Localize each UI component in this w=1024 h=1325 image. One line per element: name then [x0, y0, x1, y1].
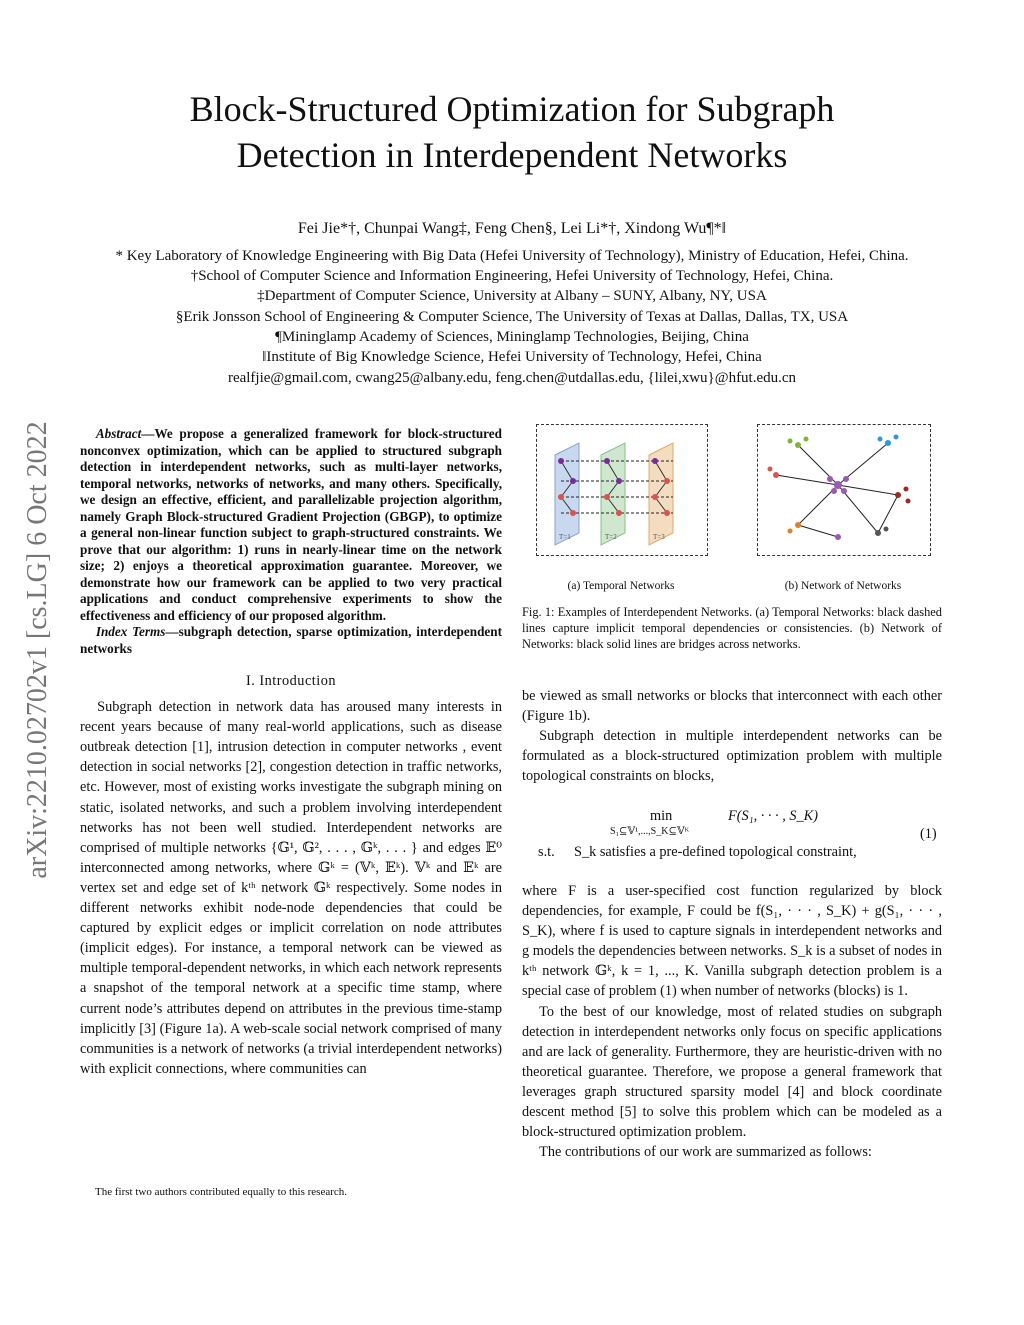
abstract-text: —We propose a generalized framework for block-structured nonconvex optimization, which can be applied to structured subgraph detection in interdependent networks, such as multi-layer networks, temporal networks, networks of networks, and many others. Specifically, we design an effective, efficient, and parallelizable projection algorithm, namely Graph Block-structured Gradient Projection (GBGP), to optimize a general non-linear function subject to graph-structured constraints. We prove that our algorithm: 1) runs in nearly-linear time on the network size; 2) enjoys a theoretical approximation guarantee. Moreover, we demonstrate how our framework can be applied to two very practical applications and conduct comprehensive experiments to show the effectiveness and efficiency of our proposed algorithm.	[80, 426, 502, 623]
eq-objective: F(S₁, · · · , S_K)	[728, 808, 818, 824]
layer-label-2: T=2	[605, 533, 617, 541]
title-line-2: Detection in Interdependent Networks	[236, 135, 788, 175]
arxiv-sidebar	[18, 370, 58, 930]
figure-1a	[536, 424, 708, 556]
right-paragraph-3: where F is a user-specified cost function regularized by block dependencies, for example, F could be f(S₁, · · · , S_K) + g(S₁, · · · , S_K), where f is used to capture signals in interdependent networks and g models the dependencies between networks. S_k is a subset of nodes in kᵗʰ network 𝔾ᵏ, k = 1, ..., K. Vanilla subgraph detection problem is a special case of problem (1) when number of networks (blocks) is 1.	[522, 883, 942, 1000]
equation-number: (1)	[920, 826, 937, 842]
intro-paragraph: Subgraph detection in network data has aroused many interests in recent years because of many real-world applications, such as disease outbreak detection [1], intrusion detection in computer networks , event detection in social networks [2], congestion detection in traffic networks, etc. However, most of existing works investigate the subgraph mining on static, isolated networks, and such a problem involving interdependent networks has not been well studied. Interdependent networks are comprised of multiple networks {𝔾¹, 𝔾², . . . , 𝔾ᵏ, . . . } and edges 𝔼⁰ interconnected among networks, where 𝔾ᵏ = (𝕍ᵏ, 𝔼ᵏ). 𝕍ᵏ and 𝔼ᵏ are vertex set and edge set of kᵗʰ network 𝔾ᵏ respectively. Some nodes in different networks exhibit node-node dependencies that could be captured by explicit edges or implicit correlation on node attributes (implicit edges). For instance, a temporal network can be viewed as multiple temporal-dependent networks, in which each network represents a snapshot of the temporal network at a specific time stamp, where current node’s attributes depend on attributes in the previous time-stamp implicitly [3] (Figure 1a). A web-scale social network comprised of many communities is a network of networks (a trivial interdependent networks) with explicit connections, where communities can	[80, 699, 502, 1077]
abstract	[80, 426, 502, 624]
figure-1a-caption: (a) Temporal Networks	[567, 580, 675, 592]
affiliation-6: ‖Institute of Big Knowledge Science, Hefei University of Technology, Hefei, China	[262, 349, 762, 365]
section-heading: I. Introduction	[245, 673, 337, 689]
right-column-top	[522, 686, 942, 786]
eq-st: s.t.	[538, 844, 555, 860]
arxiv-id: arXiv:2210.02702v1 [cs.LG] 6 Oct 2022	[22, 421, 53, 879]
right-paragraph-1: be viewed as small networks or blocks that interconnect with each other (Figure 1b).	[522, 688, 942, 725]
layer-t1	[555, 443, 579, 545]
layer-t3	[649, 443, 673, 545]
affiliation-5: ¶Mininglamp Academy of Sciences, Mininglamp Technologies, Beijing, China	[275, 329, 749, 345]
right-column-bottom	[522, 881, 942, 1162]
temporal-network-diagram	[537, 425, 707, 555]
abstract-label: Abstract	[95, 426, 142, 441]
index-terms	[80, 624, 502, 657]
figure-1b-caption: (b) Network of Networks	[784, 580, 902, 592]
author-emails: realfjie@gmail.com, cwang25@albany.edu, feng.chen@utdallas.edu, {lilei,xwu}@hfut.edu.cn	[227, 370, 797, 386]
index-terms-text: —subgraph detection, sparse optimization, interdependent networks	[80, 624, 502, 656]
right-paragraph-2: Subgraph detection in multiple interdependent networks can be formulated as a block-structured optimization problem with multiple topological constraints on blocks,	[522, 728, 942, 785]
title-line-1: Block-Structured Optimization for Subgraph	[189, 89, 835, 129]
right-paragraph-4: To the best of our knowledge, most of related studies on subgraph detection in interdependent networks only focus on specific applications and are lack of generality. Furthermore, they are heuristic-driven with no theoretical guarantee. Therefore, we propose a general framework that leverages graph structured sparsity model [4] and block coordinate descent method [5] to solve this problem which can be modeled as a block-structured optimization problem.	[522, 1003, 942, 1141]
eq-min: min	[650, 808, 673, 824]
right-paragraph-5: The contributions of our work are summarized as follows:	[539, 1144, 872, 1161]
paper-title	[0, 86, 1024, 178]
footnote: The first two authors contributed equally to this research.	[95, 1186, 348, 1198]
layer-t2	[601, 443, 625, 545]
affiliation-1: * Key Laboratory of Knowledge Engineering with Big Data (Hefei University of Technology), Ministry of Education, Hefei, China.	[115, 248, 909, 264]
affiliation-2: †School of Computer Science and Information Engineering, Hefei University of Technology, Hefei, China.	[190, 268, 834, 284]
figure-1-caption: Fig. 1: Examples of Interdependent Networks. (a) Temporal Networks: black dashed lines capture implicit temporal dependencies or consistencies. (b) Network of Networks: black solid lines are bridges across networks.	[522, 605, 942, 651]
network-of-networks-diagram	[758, 425, 930, 555]
left-column	[80, 426, 502, 1079]
eq-constraint: S_k satisfies a pre-defined topological constraint,	[574, 844, 857, 860]
author-list: Fei Jie*†, Chunpai Wang‡, Feng Chen§, Lei Li*†, Xindong Wu¶*‖	[297, 220, 727, 237]
index-terms-label: Index Terms	[95, 624, 166, 639]
layer-label-3: T=3	[653, 533, 665, 541]
layer-label-1: T=1	[559, 533, 571, 541]
affiliation-4: §Erik Jonsson School of Engineering & Computer Science, The University of Texas at Dallas, Dallas, TX, USA	[175, 309, 849, 325]
eq-subscript: S₁⊆𝕍¹,...,S_K⊆𝕍ᴷ	[610, 826, 690, 837]
affiliation-3: ‡Department of Computer Science, University at Albany – SUNY, Albany, NY, USA	[257, 288, 767, 304]
figure-1b	[757, 424, 931, 556]
